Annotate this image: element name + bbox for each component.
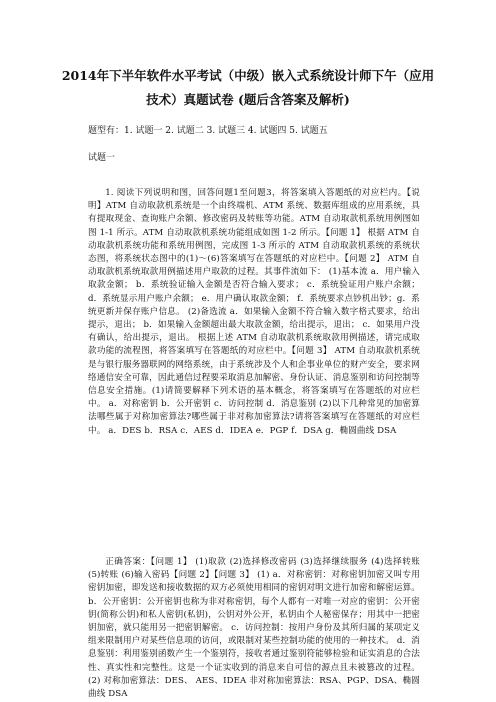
page-title: 2014年下半年软件水平考试（中级）嵌入式系统设计师下午（应用技术）真题试卷 (题后含答案及解析) <box>61 68 435 107</box>
answer-paragraph: 正确答案：【问题 1】 (1)取款 (2)选择修改密码 (3)选择继续服务 (4)选择转账 (5)转账 (6)输入密码【问题 2】【问题 3】 (1) a．对称密钥：对称密钥加密又叫专用密钥加密，即发送和接收数据的双方必须使用相同的密钥对明文进行加密和解密运算。 b．公开密钥：公开密钥也称为非对称密钥，每个人都有一对唯一对应的密钥：公开密钥(简称公钥)和私人密钥(私钥)，公钥对外公开，私钥由个人秘密保存；用其中一把密钥加密，就只能用另一把密钥解密。 c．访问控制：按用户身份及其所归属的某项定义组来限制用户对某些信息项的访问，或限制对某些控制功能的使用的一种技术。 d．消息鉴别：利用鉴别函数产生一个鉴别符，接收者通过鉴别符能够检验和证实消息的合法性、真实性和完整性。这是一个证实收到的消息来自可信的源点且未被篡改的过程。 (2) 对称加密算法：DES、 AES、IDEA 非对称加密算法：RSA、PGP、DSA、椭圆曲线 DSA <box>88 557 420 700</box>
section-heading: 试题一 <box>88 153 116 163</box>
question-paragraph: 1. 阅读下列说明和图，回答问题1至问题3，将答案填入答题纸的对应栏内。【说明】ATM 自动取款机系统是一个由终端机、ATM 系统、数据库组成的应用系统，具有提取现金、查询账户余额、修改密码及转账等功能。ATM 自动取款机系统用例图如图 1-1 所示。ATM 自动取款机系统功能组成如图 1-2 所示。【问题 1】 根据 ATM 自动取款机系统功能和系统用例图，完成图 1-3 所示的 ATM 自动取款机系统的系统状态图，将系统状态图中的(1)～(6)答案填写在答题纸的对应栏中。【问题 2】 ATM 自动取款机系统取款用例描述用户取款的过程。其事件流如下： (1)基本流 a．用户输入取款金额； b．系统验证输入金额是否符合输入要求； c．系统验证用户账户余额； d．系统显示用户账户余额； e．用户确认取款金额； f．系统要求点钞机出钞；g．系统更新并保存账户信息。 (2)备选流 a．如果输入金额不符合输入数字格式要求，给出提示，退出； b．如果输入金额超出最大取款金额，给出提示，退出； c．如果用户没有确认，给出提示，退出。 根据上述 ATM 自动取款机系统取款用例描述，请完成取款功能的流程图，将答案填写在答题纸的对应栏中。【问题 3】 ATM 自动取款机系统是与银行服务器联网的网络系统，由于系统涉及个人和企事业单位的财产安全，要求网络通信安全可靠，因此通信过程要采取消息加解密、身份认证、消息鉴别和访问控制等信息安全措施。(1)请简要解释下列术语的基本概念，将答案填写在答题纸的对应栏中。 a．对称密钥 b．公开密钥 c．访问控制 d．消息鉴别 (2)以下几种常见的加密算法哪些属于对称加密算法?哪些属于非对称加密算法?请将答案填写在答题纸的对应栏中。 a．DES b．RSA c．AES d．IDEA e．PGP f．DSA g．椭圆曲线 DSA <box>88 188 420 436</box>
question-type-list: 题型有：1. 试题一 2. 试题二 3. 试题三 4. 试题四 5. 试题五 <box>88 126 328 136</box>
